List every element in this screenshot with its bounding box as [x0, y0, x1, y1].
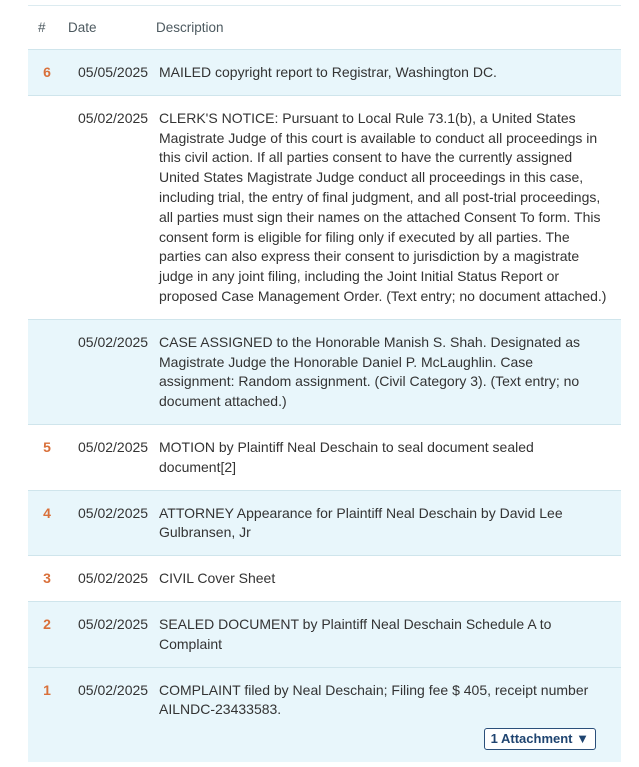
entry-description: ATTORNEY Appearance for Plaintiff Neal Deschain by David Lee Gulbransen, Jr — [159, 504, 563, 541]
docket-entry-1 — [28, 668, 621, 763]
entry-description: SEALED DOCUMENT by Plaintiff Neal Deschain Schedule A to Complaint — [159, 615, 552, 652]
entry-date: 05/02/2025 — [78, 333, 149, 350]
docket-entry-5 — [28, 425, 621, 491]
table-header — [28, 6, 621, 50]
docket-entry-3 — [28, 556, 621, 602]
entry-number[interactable]: 1 — [43, 681, 51, 698]
attachment-toggle-button[interactable]: 1 Attachment ▼ — [484, 728, 596, 750]
docket-entry-4 — [28, 491, 621, 557]
entry-date: 05/02/2025 — [78, 570, 149, 587]
entry-date: 05/02/2025 — [78, 681, 149, 698]
entry-date: 05/02/2025 — [78, 615, 149, 632]
entry-date: 05/02/2025 — [78, 504, 149, 521]
entry-description: CASE ASSIGNED to the Honorable Manish S. Shah. Designated as Magistrate Judge the Honorable Daniel P. McLaughlin. Case assignment: Random assignment. (Civil Category 3). (Text entry; no document attached.) — [159, 333, 581, 410]
entry-date: 05/05/2025 — [78, 64, 149, 80]
column-header-description: Description — [156, 20, 224, 35]
entry-description: MAILED copyright report to Registrar, Washington DC. — [159, 64, 497, 80]
column-header-number: # — [38, 20, 46, 35]
attachment-toggle-wrap — [159, 728, 607, 750]
entry-number[interactable]: 2 — [43, 615, 51, 632]
entry-number[interactable]: 5 — [43, 438, 51, 455]
entry-description: CLERK'S NOTICE: Pursuant to Local Rule 73.1(b), a United States Magistrate Judge of this court is available to conduct all proceedings in this civil action. If all parties consent to have the currently assigned United States Magistrate Judge conduct all proceedings in this case, including trial, the entry of final judgment, and all post-trial proceedings, all parties must sign their names on the attached Consent To form. This consent form is eligible for filing only if executed by all parties. The parties can also express their consent to jurisdiction by a magistrate judge in any joint filing, including the Joint Initial Status Report or proposed Case Management Order. (Text entry; no document attached.) — [159, 109, 607, 304]
entry-number[interactable]: 3 — [43, 570, 51, 587]
docket-entry-2 — [28, 602, 621, 668]
entry-description: CIVIL Cover Sheet — [159, 570, 276, 587]
entry-number[interactable]: 6 — [43, 64, 51, 80]
entry-description: MOTION by Plaintiff Neal Deschain to seal document sealed document[2] — [159, 438, 534, 475]
docket-entry-case-assigned — [28, 320, 621, 425]
entry-date: 05/02/2025 — [78, 109, 149, 126]
docket-table — [28, 5, 621, 762]
docket-entry-clerks-notice — [28, 96, 621, 320]
column-header-date: Date — [68, 20, 97, 35]
entry-number[interactable]: 4 — [43, 504, 51, 521]
docket-entry-6 — [28, 50, 621, 96]
entry-description — [159, 681, 621, 751]
entry-description-text: COMPLAINT filed by Neal Deschain; Filing fee $ 405, receipt number AILNDC-23433583. — [159, 681, 589, 718]
entry-date: 05/02/2025 — [78, 438, 149, 455]
